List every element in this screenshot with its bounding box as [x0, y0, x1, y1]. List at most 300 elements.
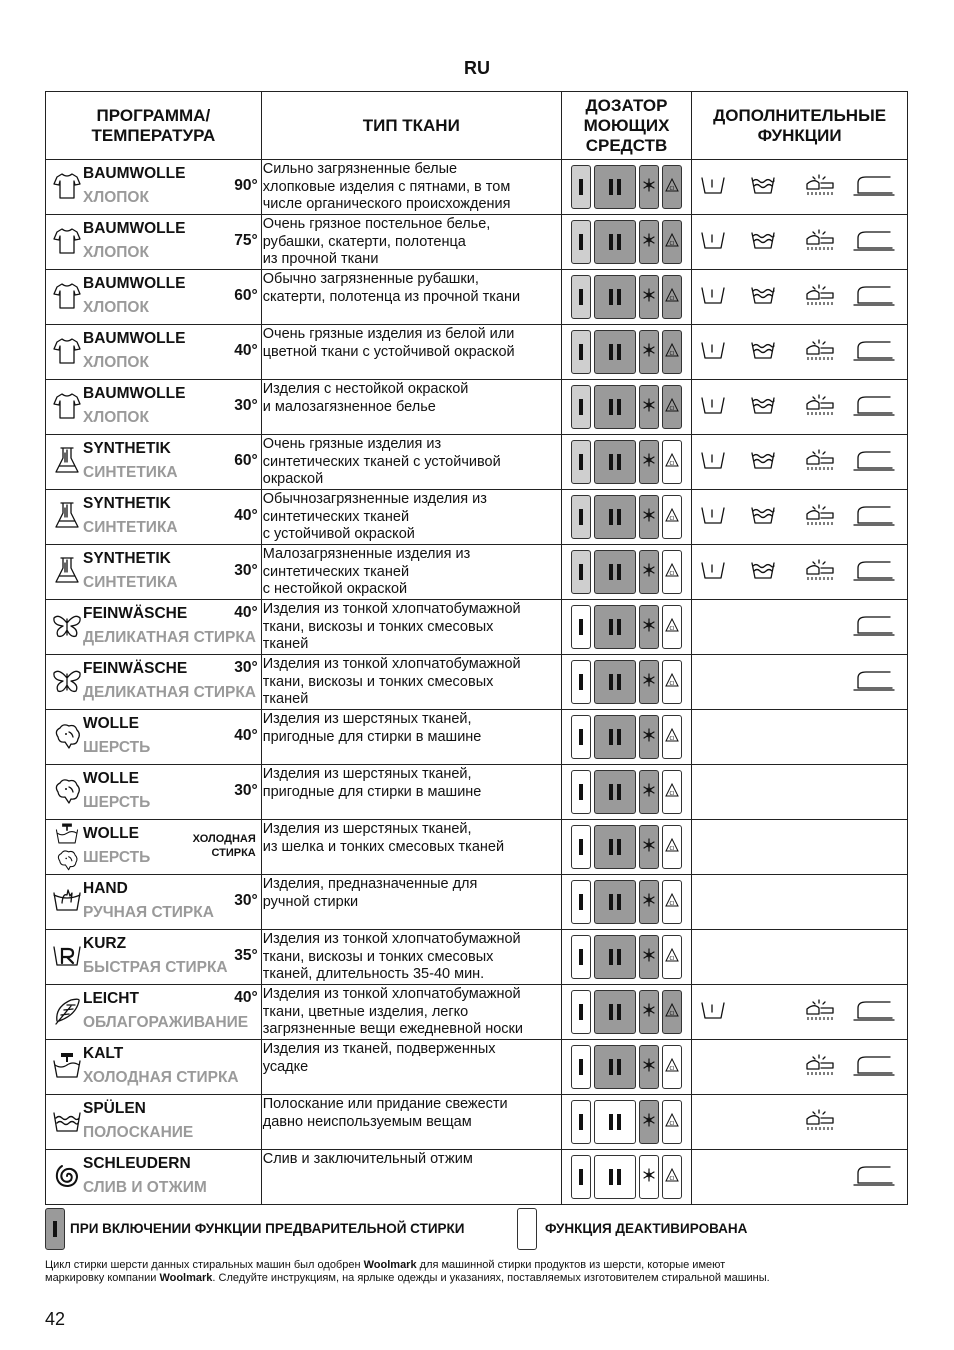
- bleach-icon: [664, 672, 680, 693]
- program-name-de: SPÜLEN: [83, 1100, 146, 1117]
- program-cell: [46, 875, 262, 930]
- program-name-ru: СЛИВ И ОТЖИМ: [83, 1179, 207, 1196]
- program-name-de: BAUMWOLLE: [83, 385, 186, 402]
- program-name-de: SCHLEUDERN: [83, 1155, 191, 1172]
- fabric-cell: Полоскание или придание свежести давно неиспользуемым вещам: [261, 1095, 561, 1150]
- svg-text:Cl: Cl: [669, 1175, 675, 1182]
- doser-softener-slot: [639, 440, 659, 484]
- cotton-shirt-icon: [51, 390, 83, 422]
- cotton-shirt-icon: [51, 225, 83, 257]
- svg-text:Cl: Cl: [669, 515, 675, 522]
- program-name-de: KALT: [83, 1045, 124, 1062]
- program-cell: [46, 160, 262, 215]
- snowflake-icon: [641, 672, 657, 693]
- svg-text:Cl: Cl: [669, 570, 675, 577]
- doser-softener-slot: [639, 1045, 659, 1089]
- snowflake-icon: [641, 397, 657, 418]
- doser-prewash-slot: [571, 1045, 591, 1089]
- wool-sheep-icon: [51, 720, 83, 752]
- svg-text:Cl: Cl: [669, 735, 675, 742]
- cold-tub-icon: [51, 821, 83, 847]
- table-row: [46, 820, 908, 875]
- program-name-ru: ПОЛОСКАНИЕ: [83, 1124, 194, 1141]
- delicate-butterfly-icon: [51, 665, 83, 697]
- doser-bleach-slot: [662, 385, 682, 429]
- doser-softener-slot: [639, 550, 659, 594]
- bleach-icon: [664, 1002, 680, 1023]
- bleach-icon: [664, 837, 680, 858]
- bleach-icon: [664, 342, 680, 363]
- program-cell: [46, 930, 262, 985]
- doser-cell: [561, 930, 691, 985]
- table-row: [46, 1040, 908, 1095]
- extra-functions-cell: [692, 1040, 908, 1095]
- doser-bleach-slot: [662, 440, 682, 484]
- doser-prewash-slot: [571, 220, 591, 264]
- program-cell: [46, 435, 262, 490]
- doser-prewash-slot: [571, 495, 591, 539]
- svg-text:Cl: Cl: [669, 1010, 675, 1017]
- doser-prewash-slot: [571, 770, 591, 814]
- program-name-ru: БЫСТРАЯ СТИРКА: [83, 959, 228, 976]
- doser-prewash-slot: [571, 990, 591, 1034]
- doser-cell: [561, 1040, 691, 1095]
- program-name-ru: ДЕЛИКАТНАЯ СТИРКА: [83, 684, 256, 701]
- doser-main-wash-slot: [594, 935, 636, 979]
- program-name-ru: ХЛОПОК: [83, 409, 149, 426]
- snowflake-icon: [641, 1002, 657, 1023]
- table-row: [46, 600, 908, 655]
- doser-cell: [561, 215, 691, 270]
- program-temperature: 35°: [234, 947, 258, 964]
- delicate-butterfly-icon: [51, 610, 83, 642]
- svg-text:Cl: Cl: [669, 680, 675, 687]
- extra-functions-cell: [692, 985, 908, 1040]
- language-code: RU: [464, 58, 490, 78]
- doser-softener-slot: [639, 275, 659, 319]
- extra-functions-cell: [692, 545, 908, 600]
- program-cell: [46, 820, 262, 875]
- svg-text:Cl: Cl: [669, 790, 675, 797]
- fabric-cell: Очень грязные изделия из белой или цветной ткани с устойчивой окраской: [261, 325, 561, 380]
- cold-wash-label: ХОЛОДНАЯ СТИРКА: [192, 833, 256, 859]
- doser-main-wash-slot: [594, 275, 636, 319]
- program-name-ru: СИНТЕТИКА: [83, 464, 178, 481]
- doser-prewash-slot: [571, 1155, 591, 1199]
- table-row: [46, 490, 908, 545]
- snowflake-icon: [641, 287, 657, 308]
- doser-bleach-slot: [662, 275, 682, 319]
- bleach-icon: [664, 232, 680, 253]
- doser-cell: [561, 1095, 691, 1150]
- program-cell: [46, 655, 262, 710]
- doser-bleach-slot: [662, 770, 682, 814]
- doser-cell: [561, 1150, 691, 1205]
- doser-bleach-slot: [662, 220, 682, 264]
- doser-cell: [561, 380, 691, 435]
- doser-bleach-slot: [662, 935, 682, 979]
- doser-softener-slot: [639, 220, 659, 264]
- program-name-de: WOLLE: [83, 770, 139, 787]
- doser-cell: [561, 600, 691, 655]
- bleach-icon: [664, 507, 680, 528]
- table-row: [46, 160, 908, 215]
- program-cell: [46, 1095, 262, 1150]
- snowflake-icon: [641, 727, 657, 748]
- snowflake-icon: [641, 617, 657, 638]
- program-cell: [46, 490, 262, 545]
- program-name-ru: ДЕЛИКАТНАЯ СТИРКА: [83, 629, 256, 646]
- program-name-ru: ШЕРСТЬ: [83, 794, 151, 811]
- doser-prewash-slot: [571, 880, 591, 924]
- program-name-de: FEINWÄSCHE: [83, 605, 188, 622]
- svg-text:Cl: Cl: [669, 295, 675, 302]
- snowflake-icon: [641, 1112, 657, 1133]
- extra-functions-cell: [692, 490, 908, 545]
- table-row: [46, 545, 908, 600]
- program-name-de: SYNTHETIK: [83, 550, 171, 567]
- easy-feather-icon: [51, 995, 83, 1027]
- doser-softener-slot: [639, 1100, 659, 1144]
- snowflake-icon: [641, 1167, 657, 1188]
- fabric-cell: Изделия из шерстяных тканей, пригодные для стирки в машине: [261, 765, 561, 820]
- program-temperature: 40°: [234, 507, 258, 524]
- doser-main-wash-slot: [594, 715, 636, 759]
- extra-functions-cell: [692, 270, 908, 325]
- table-row: [46, 765, 908, 820]
- doser-prewash-slot: [571, 550, 591, 594]
- doser-bleach-slot: [662, 1045, 682, 1089]
- doser-prewash-slot: [571, 715, 591, 759]
- wool-sheep-icon: [51, 775, 83, 807]
- program-table: [45, 91, 908, 1205]
- extra-functions-cell: [692, 435, 908, 490]
- cotton-shirt-icon: [51, 335, 83, 367]
- doser-prewash-slot: [571, 825, 591, 869]
- svg-text:Cl: Cl: [669, 625, 675, 632]
- synthetic-flask-icon: [51, 445, 83, 477]
- table-row: [46, 875, 908, 930]
- bleach-icon: [664, 782, 680, 803]
- doser-cell: [561, 655, 691, 710]
- doser-softener-slot: [639, 715, 659, 759]
- doser-softener-slot: [639, 330, 659, 374]
- extra-functions-cell: [692, 600, 908, 655]
- doser-cell: [561, 490, 691, 545]
- bleach-icon: [664, 892, 680, 913]
- doser-prewash-slot: [571, 165, 591, 209]
- snowflake-icon: [641, 342, 657, 363]
- header-extra: ДОПОЛНИТЕЛЬНЫЕ ФУНКЦИИ: [692, 92, 908, 160]
- table-row: [46, 985, 908, 1040]
- doser-softener-slot: [639, 770, 659, 814]
- doser-prewash-slot: [571, 330, 591, 374]
- doser-main-wash-slot: [594, 880, 636, 924]
- table-row: [46, 655, 908, 710]
- extra-functions-cell: [692, 875, 908, 930]
- legend: [45, 1208, 908, 1250]
- doser-prewash-slot: [571, 935, 591, 979]
- program-name-de: FEINWÄSCHE: [83, 660, 188, 677]
- program-name-ru: ШЕРСТЬ: [83, 739, 151, 756]
- page-number: 42: [45, 1309, 66, 1329]
- program-cell: [46, 985, 262, 1040]
- synthetic-flask-icon: [51, 500, 83, 532]
- svg-text:Cl: Cl: [669, 460, 675, 467]
- program-name-de: BAUMWOLLE: [83, 275, 186, 292]
- fabric-cell: Изделия из тканей, подверженных усадке: [261, 1040, 561, 1095]
- wool-sheep-icon: [51, 847, 83, 873]
- table-row: [46, 435, 908, 490]
- svg-text:Cl: Cl: [669, 350, 675, 357]
- fabric-cell: Обычно загрязненные рубашки, скатерти, полотенца из прочной ткани: [261, 270, 561, 325]
- svg-text:Cl: Cl: [669, 845, 675, 852]
- bleach-icon: [664, 1167, 680, 1188]
- svg-text:Cl: Cl: [669, 955, 675, 962]
- program-temperature: 30°: [234, 397, 258, 414]
- fabric-cell: Изделия с нестойкой окраской и малозагязненное белье: [261, 380, 561, 435]
- table-row: [46, 710, 908, 765]
- bleach-icon: [664, 562, 680, 583]
- doser-main-wash-slot: [594, 495, 636, 539]
- snowflake-icon: [641, 892, 657, 913]
- fabric-cell: Изделия из шерстяных тканей, из шелка и тонких смесовых тканей: [261, 820, 561, 875]
- program-name-ru: ХЛОПОК: [83, 189, 149, 206]
- program-temperature: 30°: [234, 659, 258, 676]
- doser-softener-slot: [639, 495, 659, 539]
- snowflake-icon: [641, 452, 657, 473]
- svg-text:Cl: Cl: [669, 1120, 675, 1127]
- doser-main-wash-slot: [594, 165, 636, 209]
- svg-text:Cl: Cl: [669, 240, 675, 247]
- doser-cell: [561, 985, 691, 1040]
- doser-softener-slot: [639, 990, 659, 1034]
- extra-functions-cell: [692, 710, 908, 765]
- legend-inactive-label: ФУНКЦИЯ ДЕАКТИВИРОВАНА: [545, 1221, 748, 1236]
- doser-main-wash-slot: [594, 385, 636, 429]
- doser-cell: [561, 765, 691, 820]
- extra-functions-cell: [692, 215, 908, 270]
- doser-bleach-slot: [662, 825, 682, 869]
- bleach-icon: [664, 177, 680, 198]
- doser-softener-slot: [639, 660, 659, 704]
- fabric-cell: Малозагрязненные изделия из синтетических тканей с нестойкой окраской: [261, 545, 561, 600]
- extra-functions-cell: [692, 1095, 908, 1150]
- snowflake-icon: [641, 562, 657, 583]
- fabric-cell: Изделия из тонкой хлопчатобумажной ткани, вискозы и тонких смесовых тканей: [261, 655, 561, 710]
- doser-bleach-slot: [662, 165, 682, 209]
- table-row: [46, 325, 908, 380]
- doser-prewash-slot: [571, 1100, 591, 1144]
- doser-softener-slot: [639, 935, 659, 979]
- doser-main-wash-slot: [594, 990, 636, 1034]
- bleach-icon: [664, 727, 680, 748]
- fabric-cell: Изделия из тонкой хлопчатобумажной ткани, вискозы и тонких смесовых тканей, длительность 35-40 мин.: [261, 930, 561, 985]
- doser-prewash-slot: [571, 605, 591, 649]
- fabric-cell: Изделия, предназначенные для ручной стирки: [261, 875, 561, 930]
- doser-softener-slot: [639, 880, 659, 924]
- cotton-shirt-icon: [51, 280, 83, 312]
- fabric-cell: Сильно загрязненные белые хлопковые изделия с пятнами, в том числе органического происхождения: [261, 160, 561, 215]
- table-row: [46, 380, 908, 435]
- program-name-ru: СИНТЕТИКА: [83, 519, 178, 536]
- fabric-cell: Изделия из тонкой хлопчатобумажной ткани, вискозы и тонких смесовых тканей: [261, 600, 561, 655]
- bleach-icon: [664, 1112, 680, 1133]
- program-name-ru: ШЕРСТЬ: [83, 849, 151, 866]
- program-name-de: BAUMWOLLE: [83, 165, 186, 182]
- program-name-ru: РУЧНАЯ СТИРКА: [83, 904, 214, 921]
- rinse-waves-icon: [51, 1105, 83, 1137]
- extra-functions-cell: [692, 930, 908, 985]
- doser-cell: [561, 325, 691, 380]
- fabric-cell: Слив и заключительный отжим: [261, 1150, 561, 1205]
- doser-main-wash-slot: [594, 1100, 636, 1144]
- legend-inactive-swatch: [517, 1208, 537, 1250]
- doser-cell: [561, 545, 691, 600]
- doser-bleach-slot: [662, 495, 682, 539]
- fabric-cell: Обычнозагрязненные изделия из синтетических тканей с устойчивой окраской: [261, 490, 561, 545]
- doser-prewash-slot: [571, 440, 591, 484]
- doser-bleach-slot: [662, 550, 682, 594]
- doser-cell: [561, 820, 691, 875]
- doser-bleach-slot: [662, 990, 682, 1034]
- program-temperature: 60°: [234, 287, 258, 304]
- doser-softener-slot: [639, 1155, 659, 1199]
- svg-text:Cl: Cl: [669, 405, 675, 412]
- woolmark-note: Цикл стирки шерсти данных стиральных машин был одобрен Woolmark для машинной стирки продуктов из шерсти, которые имеют маркировку компании Woolmark. Следуйте инструкциям, на ярлыке одежды и указаниях, поставляемых изготовителем стиральной машины.: [45, 1259, 770, 1284]
- bleach-icon: [664, 397, 680, 418]
- program-cell: [46, 765, 262, 820]
- program-cell: [46, 600, 262, 655]
- cotton-shirt-icon: [51, 170, 83, 202]
- doser-cell: [561, 160, 691, 215]
- svg-text:Cl: Cl: [669, 185, 675, 192]
- bleach-icon: [664, 287, 680, 308]
- program-cell: [46, 1150, 262, 1205]
- program-temperature: 90°: [234, 177, 258, 194]
- table-row: [46, 215, 908, 270]
- snowflake-icon: [641, 947, 657, 968]
- doser-bleach-slot: [662, 1155, 682, 1199]
- program-name-ru: ХЛОПОК: [83, 244, 149, 261]
- doser-prewash-slot: [571, 660, 591, 704]
- doser-main-wash-slot: [594, 550, 636, 594]
- program-name-ru: ХЛОПОК: [83, 354, 149, 371]
- program-temperature: 40°: [234, 989, 258, 1006]
- spin-spiral-icon: [51, 1160, 83, 1192]
- doser-bleach-slot: [662, 660, 682, 704]
- snowflake-icon: [641, 782, 657, 803]
- doser-main-wash-slot: [594, 220, 636, 264]
- program-name-ru: СИНТЕТИКА: [83, 574, 178, 591]
- snowflake-icon: [641, 177, 657, 198]
- program-name-de: BAUMWOLLE: [83, 330, 186, 347]
- program-name-de: SYNTHETIK: [83, 440, 171, 457]
- svg-text:Cl: Cl: [669, 1065, 675, 1072]
- doser-softener-slot: [639, 385, 659, 429]
- doser-main-wash-slot: [594, 605, 636, 649]
- program-name-de: BAUMWOLLE: [83, 220, 186, 237]
- synthetic-flask-icon: [51, 555, 83, 587]
- doser-softener-slot: [639, 605, 659, 649]
- header-doser: ДОЗАТОР МОЮЩИХ СРЕДСТВ: [561, 92, 691, 160]
- doser-prewash-slot: [571, 275, 591, 319]
- doser-main-wash-slot: [594, 440, 636, 484]
- extra-functions-cell: [692, 1150, 908, 1205]
- extra-functions-cell: [692, 325, 908, 380]
- program-temperature: 60°: [234, 452, 258, 469]
- snowflake-icon: [641, 232, 657, 253]
- doser-softener-slot: [639, 165, 659, 209]
- legend-active-label: ПРИ ВКЛЮЧЕНИИ ФУНКЦИИ ПРЕДВАРИТЕЛЬНОЙ СТИРКИ: [70, 1221, 465, 1236]
- svg-text:Cl: Cl: [669, 900, 675, 907]
- program-name-de: SYNTHETIK: [83, 495, 171, 512]
- snowflake-icon: [641, 507, 657, 528]
- extra-functions-cell: [692, 765, 908, 820]
- doser-cell: [561, 270, 691, 325]
- program-cell: [46, 710, 262, 765]
- bleach-icon: [664, 1057, 680, 1078]
- doser-prewash-slot: [571, 385, 591, 429]
- doser-main-wash-slot: [594, 330, 636, 374]
- program-name-de: WOLLE: [83, 715, 139, 732]
- quick-r-icon: [51, 940, 83, 972]
- doser-bleach-slot: [662, 880, 682, 924]
- extra-functions-cell: [692, 160, 908, 215]
- extra-functions-cell: [692, 655, 908, 710]
- program-cell: [46, 270, 262, 325]
- bleach-icon: [664, 617, 680, 638]
- bleach-icon: [664, 452, 680, 473]
- doser-bleach-slot: [662, 1100, 682, 1144]
- program-temperature: 75°: [234, 232, 258, 249]
- program-name-ru: ХЛОПОК: [83, 299, 149, 316]
- program-name-de: LEICHT: [83, 990, 139, 1007]
- program-name-de: WOLLE: [83, 825, 139, 842]
- program-temperature: 30°: [234, 782, 258, 799]
- fabric-cell: Очень грязное постельное белье, рубашки, скатерти, полотенца из прочной ткани: [261, 215, 561, 270]
- doser-bleach-slot: [662, 330, 682, 374]
- program-name-ru: ОБЛАГОРАЖИВАНИЕ: [83, 1014, 249, 1031]
- snowflake-icon: [641, 1057, 657, 1078]
- doser-cell: [561, 875, 691, 930]
- program-name-ru: ХОЛОДНАЯ СТИРКА: [83, 1069, 239, 1086]
- program-name-de: KURZ: [83, 935, 127, 952]
- cold-tub-icon: [51, 1050, 83, 1082]
- program-cell: [46, 545, 262, 600]
- extra-functions-cell: [692, 820, 908, 875]
- doser-cell: [561, 435, 691, 490]
- program-temperature: 40°: [234, 727, 258, 744]
- header-program: ПРОГРАММА/ ТЕМПЕРАТУРА: [46, 92, 262, 160]
- program-temperature: 30°: [234, 562, 258, 579]
- program-cell: [46, 1040, 262, 1095]
- legend-active-swatch: [45, 1208, 65, 1250]
- table-row: [46, 1150, 908, 1205]
- table-row: [46, 1095, 908, 1150]
- program-cell: [46, 215, 262, 270]
- fabric-cell: Очень грязные изделия из синтетических тканей с устойчивой окраской: [261, 435, 561, 490]
- doser-bleach-slot: [662, 715, 682, 759]
- program-temperature: 40°: [234, 604, 258, 621]
- table-header-row: [46, 92, 908, 160]
- header-fabric: ТИП ТКАНИ: [261, 92, 561, 160]
- doser-bleach-slot: [662, 605, 682, 649]
- fabric-cell: Изделия из шерстяных тканей, пригодные для стирки в машине: [261, 710, 561, 765]
- doser-main-wash-slot: [594, 770, 636, 814]
- program-temperature: 30°: [234, 892, 258, 909]
- extra-functions-cell: [692, 380, 908, 435]
